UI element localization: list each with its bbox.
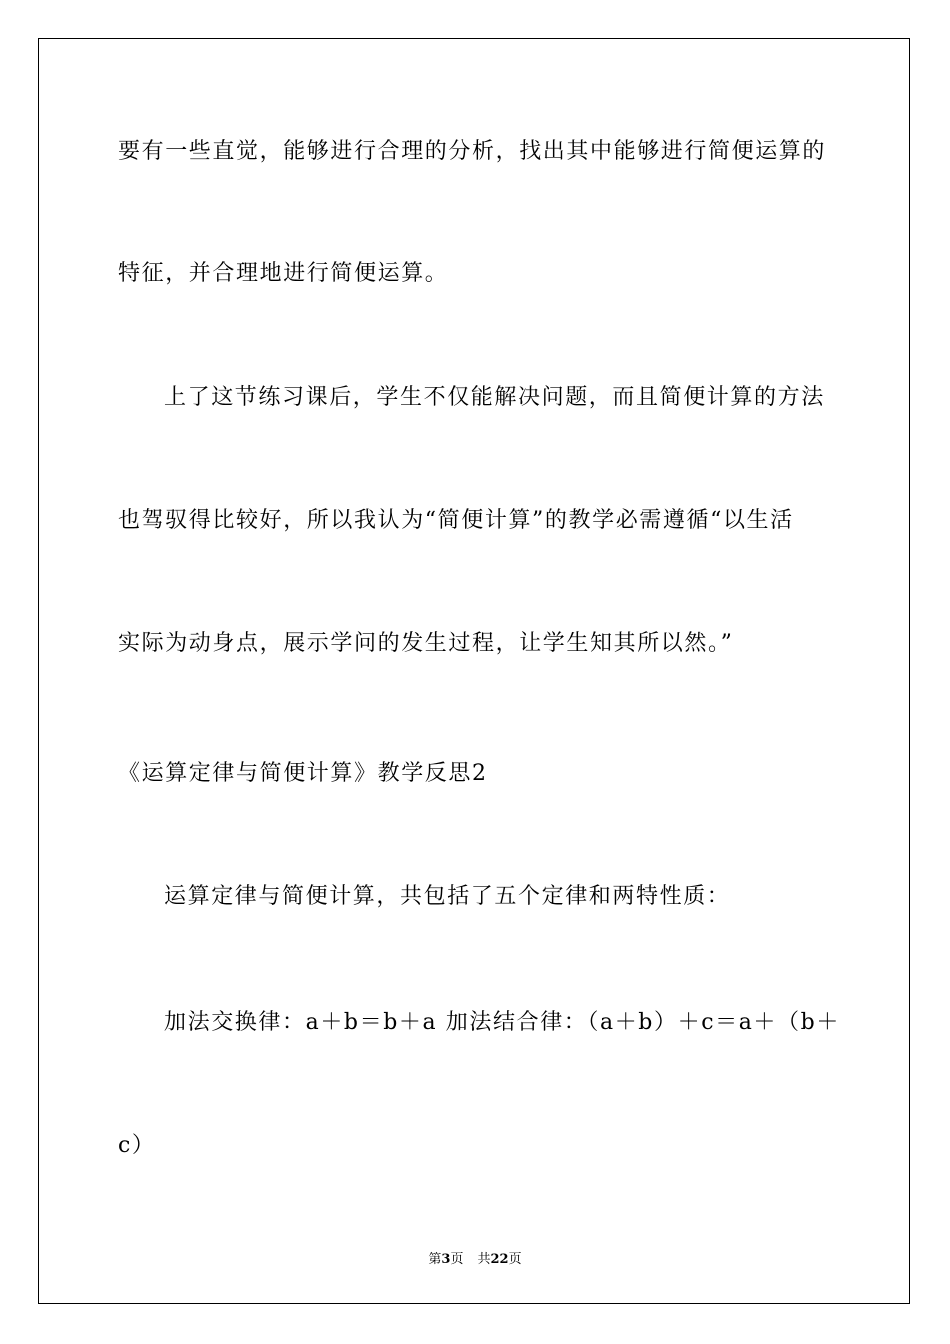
body-line-5: 实际为动身点，展示学问的发生过程，让学生知其所以然。” <box>118 631 734 656</box>
body-line-1: 要有一些直觉，能够进行合理的分析，找出其中能够进行简便运算的 <box>118 139 827 164</box>
body-line-2: 特征，并合理地进行简便运算。 <box>118 261 449 286</box>
footer-total-suffix: 页 <box>508 1252 522 1267</box>
page-footer <box>0 1248 950 1267</box>
body-line-7: 加法交换律：a＋b＝b＋a 加法结合律：（a＋b）＋c＝a＋（b＋ <box>164 1010 840 1035</box>
body-line-6: 运算定律与简便计算，共包括了五个定律和两特性质： <box>164 884 731 909</box>
body-line-8: c） <box>118 1133 156 1158</box>
footer-page-suffix: 页 <box>450 1252 464 1267</box>
section-heading: 《运算定律与简便计算》教学反思2 <box>118 761 488 786</box>
footer-prefix: 第 <box>428 1252 442 1267</box>
footer-total-pages: 22 <box>490 1252 509 1267</box>
page-border <box>38 38 910 1304</box>
footer-page-number: 3 <box>441 1252 451 1267</box>
body-line-4: 也驾驭得比较好，所以我认为“简便计算”的教学必需遵循“以生活 <box>118 508 794 533</box>
body-line-3: 上了这节练习课后，学生不仅能解决问题，而且简便计算的方法 <box>164 385 825 410</box>
footer-total-prefix: 共 <box>477 1252 491 1267</box>
